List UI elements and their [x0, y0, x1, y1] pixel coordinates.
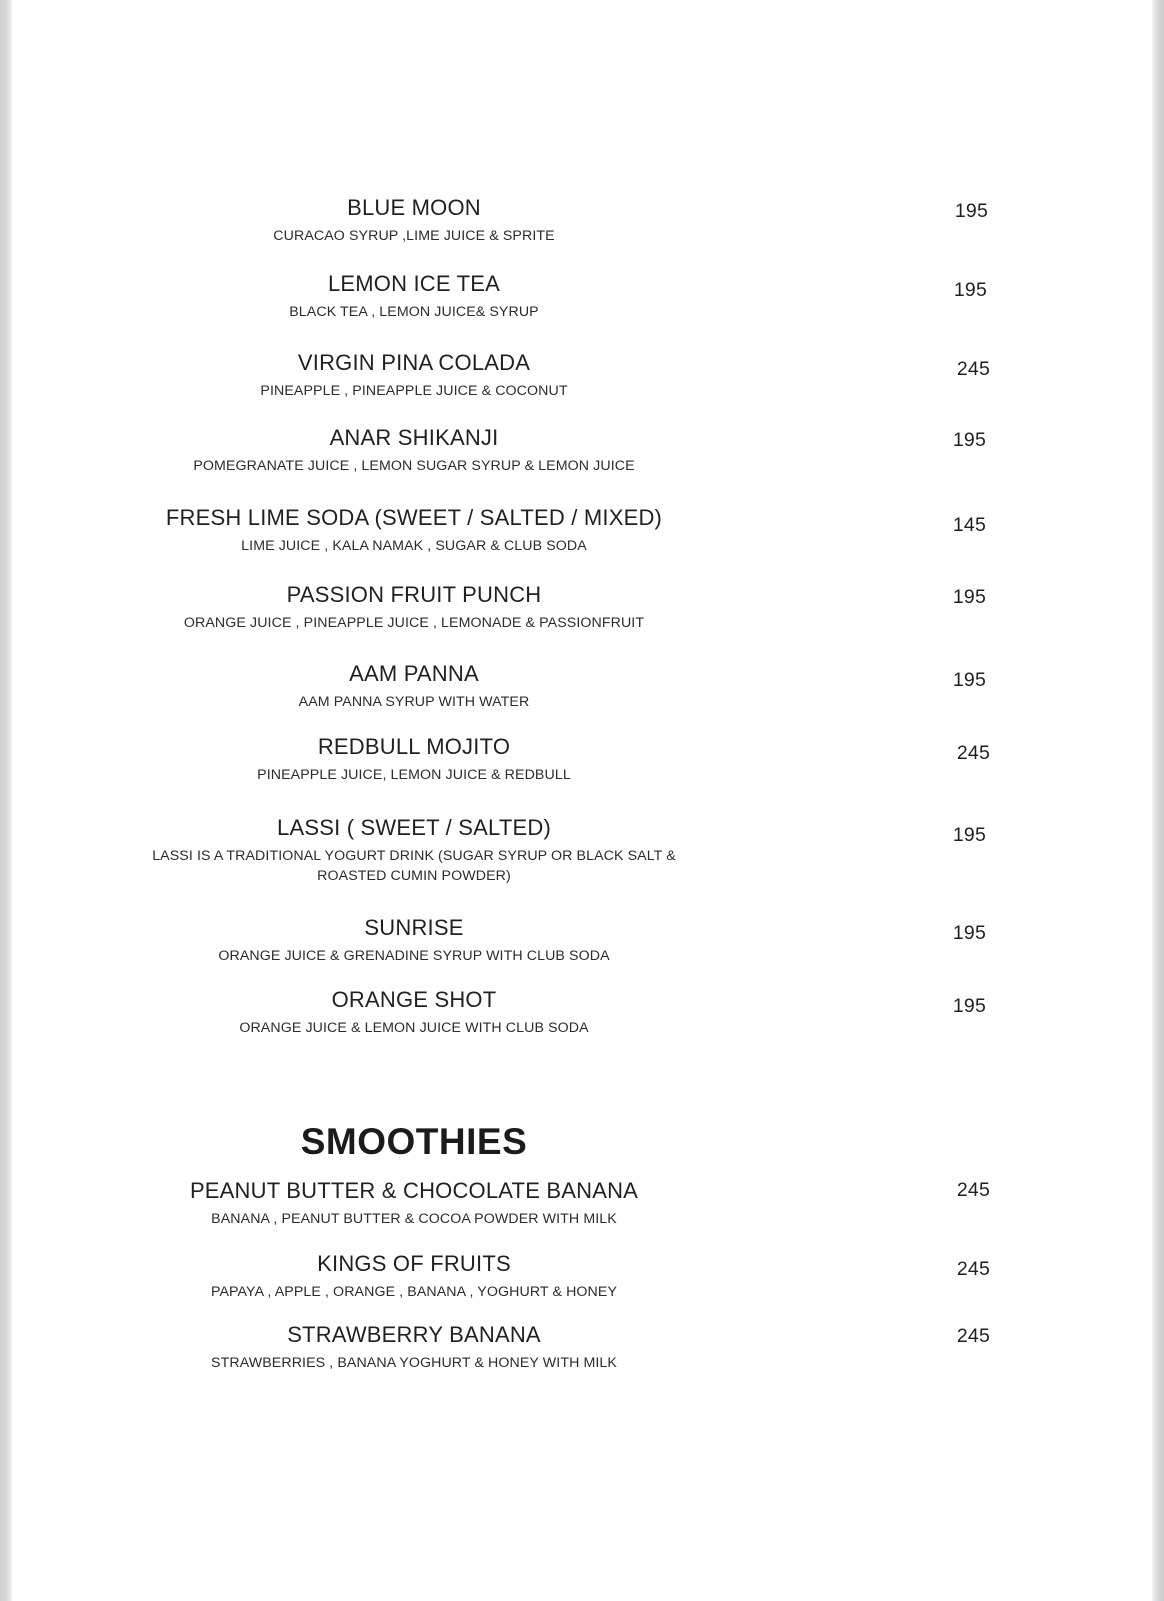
menu-item-text-block: [13, 505, 815, 556]
menu-item-text-block: [13, 350, 815, 401]
menu-item-price: 195: [954, 200, 988, 222]
menu-item-text-block: [13, 1322, 815, 1373]
menu-item-name: ANAR SHIKANJI: [329, 425, 499, 450]
menu-item-name: STRAWBERRY BANANA: [287, 1322, 541, 1347]
menu-item-name: PEANUT BUTTER & CHOCOLATE BANANA: [189, 1178, 639, 1203]
menu-item-description: CURACAO SYRUP ,LIME JUICE & SPRITE: [273, 227, 555, 244]
menu-item-price: 195: [952, 922, 986, 944]
menu-item-description: PAPAYA , APPLE , ORANGE , BANANA , YOGHURT & HONEY: [210, 1283, 618, 1300]
menu-item-text-block: [13, 195, 815, 246]
menu-item-name: ORANGE SHOT: [331, 987, 497, 1012]
menu-item-description: STRAWBERRIES , BANANA YOGHURT & HONEY WITH MILK: [211, 1354, 617, 1371]
menu-item-name: LASSI ( SWEET / SALTED): [277, 815, 551, 840]
page-gutter-right: [1151, 0, 1164, 1601]
menu-item-text-block: [13, 915, 815, 966]
menu-item-price: 195: [952, 586, 986, 608]
menu-item-name: REDBULL MOJITO: [317, 734, 511, 759]
menu-item-description: ORANGE JUICE & LEMON JUICE WITH CLUB SODA: [239, 1019, 589, 1036]
menu-item-price: 145: [952, 514, 986, 536]
menu-item-text-block: [13, 661, 815, 712]
menu-item-price: 195: [953, 279, 987, 301]
menu-item-text-block: [13, 815, 815, 886]
menu-item-name: FRESH LIME SODA (SWEET / SALTED / MIXED): [165, 505, 663, 530]
menu-item-price: 245: [956, 1325, 990, 1347]
menu-item-name: AAM PANNA: [349, 661, 479, 686]
page-gutter-left: [0, 0, 13, 1601]
menu-item-description: ORANGE JUICE & GRENADINE SYRUP WITH CLUB SODA: [218, 947, 610, 964]
section-title-smoothies: SMOOTHIES: [300, 1121, 528, 1162]
menu-item-price: 245: [956, 1179, 990, 1201]
menu-item-text-block: [13, 1178, 815, 1229]
menu-item-price: 245: [956, 358, 990, 380]
menu-item-price: 195: [952, 824, 986, 846]
menu-item-description: LASSI IS A TRADITIONAL YOGURT DRINK (SUGAR SYRUP OR BLACK SALT & ROASTED CUMIN POWDER): [152, 847, 676, 885]
menu-item-description: POMEGRANATE JUICE , LEMON SUGAR SYRUP & LEMON JUICE: [193, 457, 635, 474]
menu-item-description: AAM PANNA SYRUP WITH WATER: [298, 693, 530, 710]
menu-item-price: 245: [956, 742, 990, 764]
menu-item-name: VIRGIN PINA COLADA: [297, 350, 531, 375]
menu-item-price: 245: [956, 1258, 990, 1280]
menu-item-name: BLUE MOON: [347, 195, 481, 220]
menu-item-text-block: [13, 582, 815, 633]
menu-item-name: SUNRISE: [364, 915, 464, 940]
menu-item-text-block: [13, 271, 815, 322]
menu-item-price: 195: [952, 995, 986, 1017]
menu-page: [13, 0, 1152, 1601]
menu-item-name: PASSION FRUIT PUNCH: [286, 582, 542, 607]
menu-item-text-block: [13, 734, 815, 785]
menu-item-description: PINEAPPLE JUICE, LEMON JUICE & REDBULL: [257, 766, 571, 783]
menu-item-description: BANANA , PEANUT BUTTER & COCOA POWDER WITH MILK: [211, 1210, 617, 1227]
menu-item-description: PINEAPPLE , PINEAPPLE JUICE & COCONUT: [260, 382, 568, 399]
menu-item-text-block: [13, 1251, 815, 1302]
menu-item-price: 195: [952, 669, 986, 691]
menu-item-text-block: [13, 425, 815, 476]
menu-item-description: BLACK TEA , LEMON JUICE& SYRUP: [289, 303, 539, 320]
menu-item-name: KINGS OF FRUITS: [317, 1251, 511, 1276]
menu-item-description: LIME JUICE , KALA NAMAK , SUGAR & CLUB SODA: [241, 537, 587, 554]
menu-item-price: 195: [952, 429, 986, 451]
menu-item-name: LEMON ICE TEA: [327, 271, 501, 296]
menu-item-description: ORANGE JUICE , PINEAPPLE JUICE , LEMONADE & PASSIONFRUIT: [183, 614, 645, 631]
menu-item-text-block: [13, 987, 815, 1038]
